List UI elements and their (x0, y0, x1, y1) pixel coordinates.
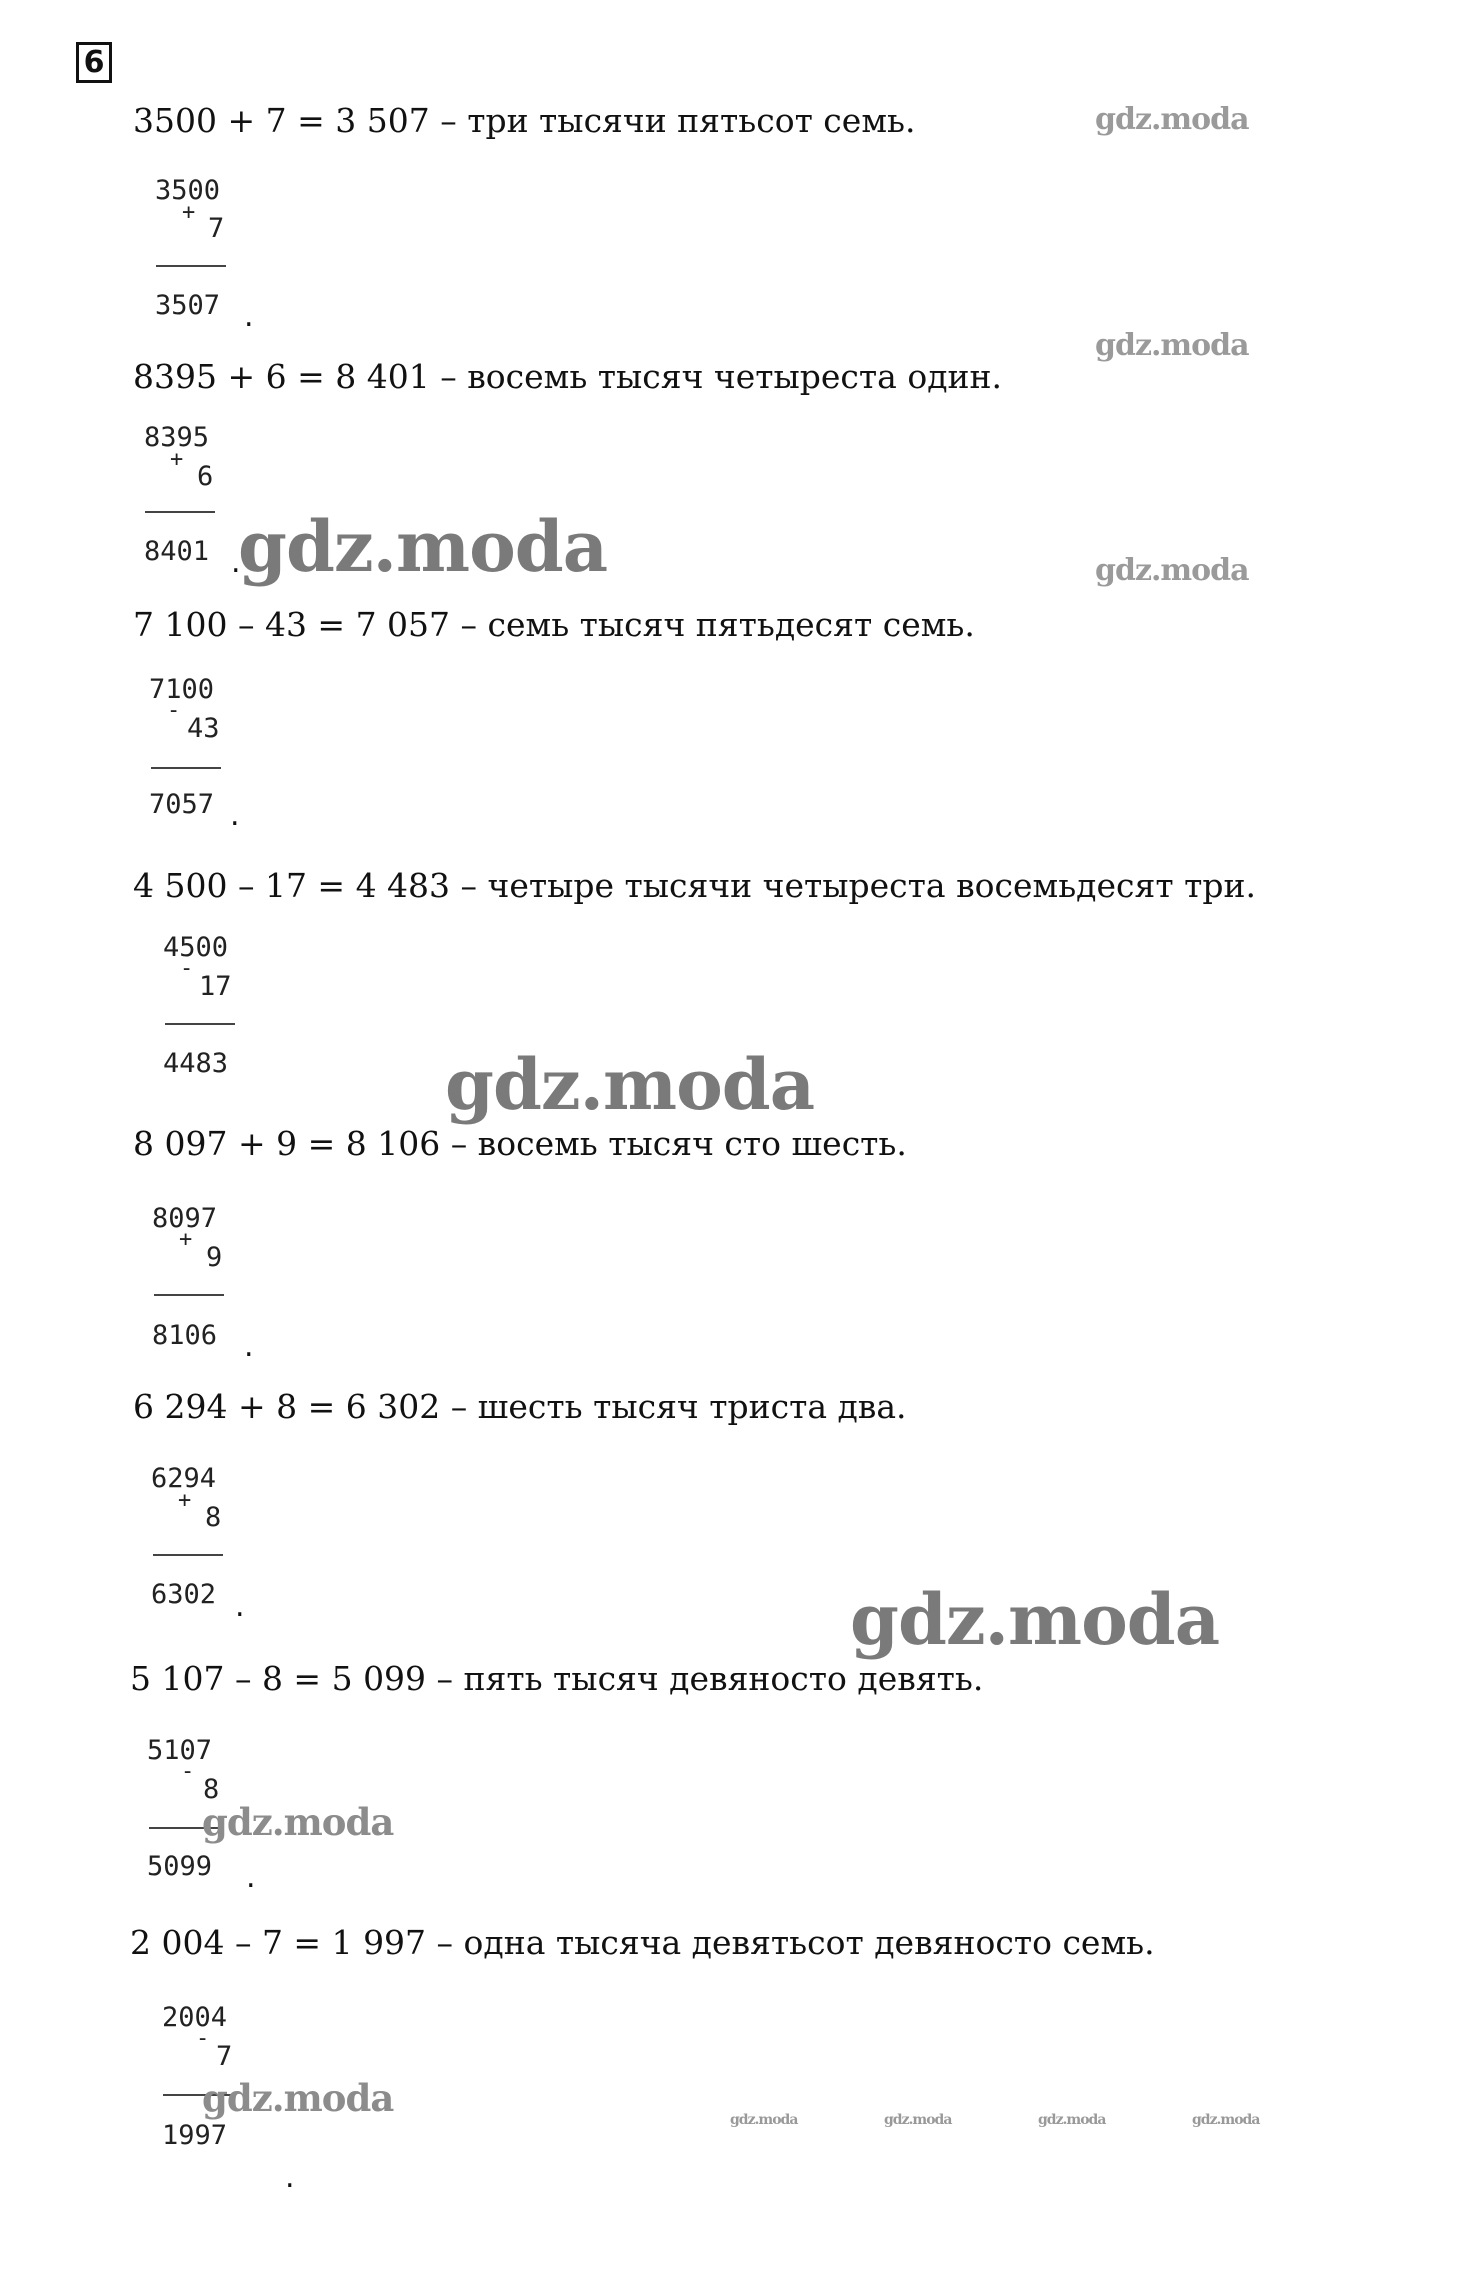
calc-8-result: 1997 (162, 2120, 228, 2151)
calc-8-operand: 7 (216, 2041, 233, 2072)
watermark: gdz.moda (1095, 102, 1249, 137)
equation-3: 7 100 – 43 = 7 057 – семь тысяч пятьдесят семь. (133, 605, 975, 644)
calc-4-top: 4500 (163, 932, 229, 963)
watermark: gdz.moda (884, 2112, 952, 2128)
watermark: gdz.moda (202, 2076, 394, 2120)
equation-4: 4 500 – 17 = 4 483 – четыре тысячи четыреста восемьдесят три. (133, 866, 1256, 905)
calc-5-rule (154, 1294, 224, 1296)
calc-8-dot: . (285, 2160, 295, 2195)
calc-1-dot: . (244, 299, 254, 334)
task-number-box (76, 42, 112, 83)
watermark: gdz.moda (1038, 2112, 1106, 2128)
calc-5-operator: + (179, 1227, 193, 1252)
calc-2-rule (145, 511, 215, 513)
calc-4-result: 4483 (163, 1048, 229, 1079)
watermark: gdz.moda (1095, 328, 1249, 363)
watermark: gdz.moda (445, 1043, 815, 1126)
calc-5-dot: . (244, 1329, 254, 1364)
calc-1-operand: 7 (208, 213, 225, 244)
calc-3-top: 7100 (149, 674, 215, 705)
watermark: gdz.moda (850, 1578, 1220, 1661)
calc-8-top: 2004 (162, 2002, 228, 2033)
calc-6-operand: 8 (205, 1502, 222, 1533)
watermark: gdz.moda (1095, 553, 1249, 588)
calc-8-operator: - (196, 2026, 210, 2051)
equation-5: 8 097 + 9 = 8 106 – восемь тысяч сто шесть. (133, 1124, 907, 1163)
calc-5-operand: 9 (206, 1242, 223, 1273)
calc-3-dot: . (230, 798, 240, 833)
calc-5-top: 8097 (152, 1203, 218, 1234)
calc-6-rule (153, 1554, 223, 1556)
calc-7-dot: . (246, 1860, 256, 1895)
equation-6: 6 294 + 8 = 6 302 – шесть тысяч триста два. (133, 1387, 907, 1426)
calc-4-operator: - (180, 956, 194, 981)
watermark: gdz.moda (1192, 2112, 1260, 2128)
calc-6-dot: . (235, 1589, 245, 1624)
calc-2-dot: . (231, 545, 241, 580)
equation-7: 5 107 – 8 = 5 099 – пять тысяч девяносто девять. (130, 1659, 984, 1698)
calc-2-operand: 6 (197, 461, 214, 492)
calc-2-top: 8395 (144, 422, 210, 453)
calc-6-result: 6302 (151, 1579, 217, 1610)
calc-4-rule (165, 1023, 235, 1025)
calc-7-result: 5099 (147, 1851, 213, 1882)
calc-5-result: 8106 (152, 1320, 218, 1351)
calc-1-top: 3500 (155, 175, 221, 206)
task-number: 6 (83, 44, 105, 80)
calc-1-operator: + (182, 200, 196, 225)
calc-3-result: 7057 (149, 789, 215, 820)
calc-7-operator: - (181, 1759, 195, 1784)
equation-8: 2 004 – 7 = 1 997 – одна тысяча девятьсот девяносто семь. (130, 1923, 1155, 1962)
watermark: gdz.moda (202, 1800, 394, 1844)
calc-1-rule (156, 265, 226, 267)
watermark: gdz.moda (238, 505, 608, 588)
calc-2-operator: + (170, 447, 184, 472)
watermark: gdz.moda (730, 2112, 798, 2128)
calc-3-rule (151, 767, 221, 769)
calc-6-operator: + (178, 1488, 192, 1513)
calc-1-result: 3507 (155, 290, 221, 321)
equation-2: 8395 + 6 = 8 401 – восемь тысяч четыреста один. (133, 357, 1002, 396)
calc-7-top: 5107 (147, 1735, 213, 1766)
calc-2-result: 8401 (144, 536, 210, 567)
calc-3-operand: 43 (187, 713, 220, 744)
calc-3-operator: - (167, 698, 181, 723)
calc-7-operand: 8 (203, 1774, 220, 1805)
calc-4-operand: 17 (199, 971, 232, 1002)
equation-1: 3500 + 7 = 3 507 – три тысячи пятьсот семь. (133, 101, 916, 140)
calc-6-top: 6294 (151, 1463, 217, 1494)
